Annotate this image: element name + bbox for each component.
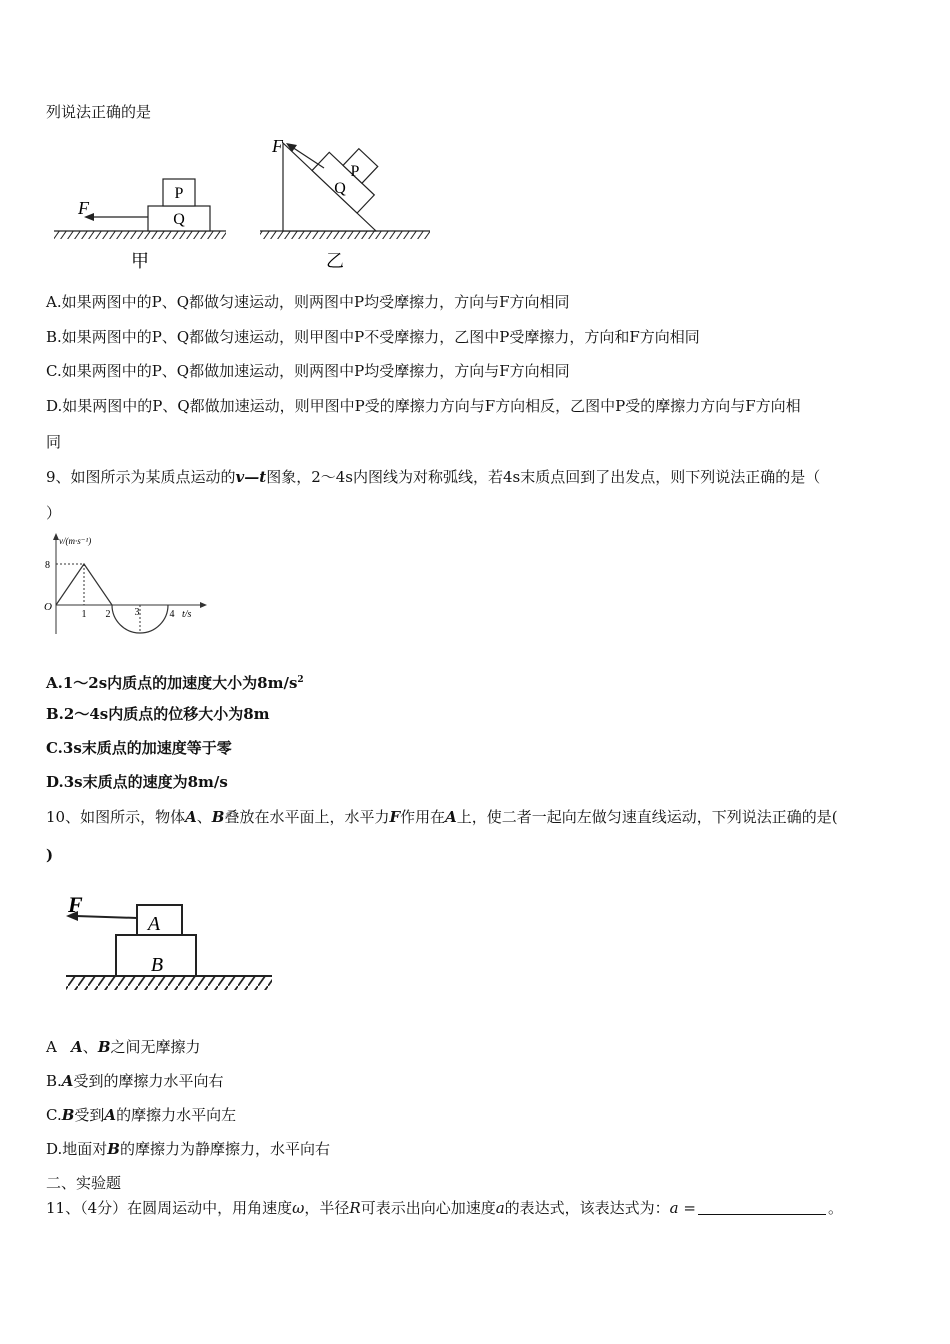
- vt-xtick-3: 3: [134, 607, 140, 618]
- q10-option-a: A A、B之间无摩擦力: [46, 1038, 201, 1056]
- vt-xtick-4: 4: [169, 609, 175, 620]
- vt-xtick-1: 1: [81, 609, 87, 620]
- q10-option-c: C.B受到A的摩擦力水平向左: [46, 1106, 237, 1124]
- q8-option-b: B.如果两图中的P、Q都做匀速运动，则甲图中P不受摩擦力，乙图中P受摩擦力，方向和F方向相同: [46, 328, 700, 346]
- q8-option-a: A.如果两图中的P、Q都做匀速运动，则两图中P均受摩擦力，方向与F方向相同: [46, 293, 570, 311]
- q10-figure: [58, 888, 278, 998]
- label-b: B: [150, 954, 164, 976]
- q10-stem-close: ): [46, 846, 54, 864]
- section-heading: 二、实验题: [46, 1174, 122, 1192]
- vt-ytick-8: 8: [45, 560, 50, 571]
- vt-ylabel: v/(m·s⁻¹): [59, 536, 92, 546]
- q9-option-b: B.2～4s内质点的位移大小为8m: [46, 705, 270, 723]
- q11-stem: 11、（4分）在圆周运动中，用角速度ω，半径R可表示出向心加速度a的表达式，该表达式为：a = 。: [46, 1199, 843, 1217]
- x-axis-arrow-icon: [200, 602, 207, 608]
- label-p-left: P: [174, 185, 184, 202]
- intro-text: 列说法正确的是: [46, 103, 152, 121]
- q10-option-d: D.地面对B的摩擦力为静摩擦力，水平向右: [46, 1140, 330, 1158]
- vt-xtick-2: 2: [105, 609, 111, 620]
- vt-graph: [42, 532, 217, 640]
- force-label-left: F: [78, 198, 89, 218]
- label-q-right: Q: [334, 180, 346, 197]
- q10-option-b: B.A受到的摩擦力水平向右: [46, 1072, 224, 1090]
- q9-option-d: D.3s末质点的速度为8m/s: [46, 773, 228, 791]
- label-q-left: Q: [173, 211, 185, 228]
- answer-blank[interactable]: [698, 1200, 826, 1215]
- q9-option-c: C.3s末质点的加速度等于零: [46, 739, 232, 757]
- vt-xlabel: t/s: [182, 609, 192, 620]
- force-label: F: [68, 892, 83, 917]
- label-p-right: P: [350, 163, 360, 180]
- q8-option-d: D.如果两图中的P、Q都做加速运动，则甲图中P受的摩擦力方向与F方向相反，乙图中P受的摩擦力方向与F方向相: [46, 397, 801, 415]
- label-a: A: [147, 913, 161, 935]
- vt-origin: O: [44, 601, 52, 613]
- label-yi: 乙: [326, 251, 344, 271]
- q9-option-a: A.1～2s内质点的加速度大小为$8m/s^2$: [46, 674, 304, 692]
- force-label-right: F: [272, 136, 283, 156]
- q8-option-c: C.如果两图中的P、Q都做加速运动，则两图中P均受摩擦力，方向与F方向相同: [46, 362, 570, 380]
- q8-option-d-cont: 同: [46, 433, 62, 451]
- q9-stem: 9、如图所示为某质点运动的v—t图象，2～4s内图线为对称弧线，若4s末质点回到了出发点，则下列说法正确的是（: [46, 468, 821, 486]
- q8-figure: [46, 130, 446, 275]
- label-jia: 甲: [131, 251, 149, 271]
- q9-stem-close: ）: [46, 504, 62, 522]
- q10-stem: 10、如图所示，物体A、B叠放在水平面上，水平力F作用在A上，使二者一起向左做匀速直线运动，下列说法正确的是(: [46, 808, 838, 826]
